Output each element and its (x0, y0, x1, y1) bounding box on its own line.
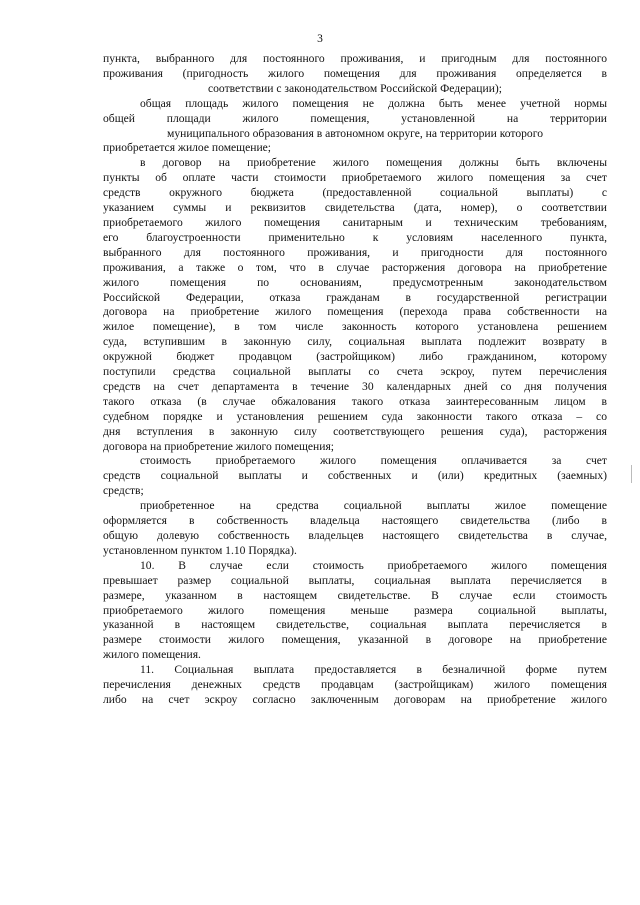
text-line: поступили средства социальной выплаты со счета эскроу, путем перечисления (103, 365, 607, 379)
text-line: средств; (103, 484, 144, 498)
text-line: приобретаемого жилого помещения санитарным и техническим требованиям, (103, 215, 607, 229)
text-line: общая площадь жилого помещения не должна быть менее учетной нормы (140, 96, 607, 110)
text-line: средств окружного бюджета (предоставленной социальной выплаты) с (103, 186, 607, 200)
text-line: установленном пунктом 1.10 Порядка). (103, 543, 297, 557)
text-line: соответствии с законодательством Российской Федерации); (207, 81, 502, 95)
text-line: 11. Социальная выплата предоставляется в безналичной форме путем (140, 663, 607, 677)
scan-artifact (631, 465, 632, 483)
text-line: в договор на приобретение жилого помещения должны быть включены (140, 156, 607, 170)
text-line: проживания, а также о том, что в случае расторжения договора на приобретение (103, 260, 607, 274)
text-line: указанием суммы и реквизитов свидетельства (дата, номер), о соответствии (103, 201, 607, 215)
text-line: оформляется в собственность владельца настоящего свидетельства (либо в (103, 514, 607, 528)
document-body (103, 52, 607, 708)
text-line: муниципального образования в автономном округе, на территории которого (167, 126, 543, 140)
text-line: судебном порядке и установления решением суда законности такого отказа – со (103, 409, 607, 423)
text-line: общей площади жилого помещения, установленной на территории (103, 111, 607, 125)
text-line: пункты об оплате части стоимости приобретаемого жилого помещения за счет (103, 171, 607, 185)
text-line: пункта, выбранного для постоянного проживания, и пригодным для постоянного (103, 52, 607, 65)
text-line: стоимость приобретаемого жилого помещения оплачивается за счет (140, 454, 607, 468)
text-line: его благоустроенности применительно к условиям населенного пункта, (103, 230, 607, 244)
text-line: перечисления денежных средств продавцам (застройщикам) жилого помещения (103, 678, 607, 692)
text-line: проживания (пригодность жилого помещения для проживания определяется в (103, 66, 607, 80)
text-line: приобретается жилое помещение; (103, 141, 272, 155)
text-line: приобретенное на средства социальной выплаты жилое помещение (140, 499, 607, 513)
text-line: договора на приобретение жилого помещения (перехода права собственности на (103, 305, 607, 319)
text-line: такого отказа (в случае обжалования такого отказа заинтересованным лицом в (103, 394, 607, 408)
text-line: выбранного для постоянного проживания, и пригодности для постоянного (103, 245, 607, 259)
text-line: 10. В случае если стоимость приобретаемого жилого помещения (140, 558, 607, 572)
text-line: общую долевую собственность владельцев настоящего свидетельства в случае, (103, 529, 607, 542)
text-line: жилого помещения по основаниям, предусмотренным законодательством (103, 275, 607, 289)
text-line: окружной бюджет продавцом (застройщиком) либо гражданином, которому (103, 350, 607, 364)
text-line: жилое помещение), в том числе законность которого установлена решением (103, 320, 607, 334)
text-line: приобретаемого жилого помещения меньше размера социальной выплаты, (103, 603, 607, 617)
text-line: договора на приобретение жилого помещения; (103, 439, 335, 453)
text-line: размере, указанном в настоящем свидетельстве. В случае если стоимость (103, 588, 607, 602)
text-line: указанной в настоящем свидетельстве, социальная выплата перечисляется в (103, 618, 607, 632)
text-line: дня вступления в законную силу соответствующего решения суда), расторжения (103, 424, 607, 438)
text-line: суда, вступившим в законную силу, социальная выплата подлежит возврату в (103, 335, 607, 349)
text-line: средств социальной выплаты и собственных и (или) кредитных (заемных) (103, 469, 607, 483)
text-line: средств на счет департамента в течение 30 календарных дней со дня получения (103, 379, 607, 393)
text-line: жилого помещения. (103, 648, 201, 662)
text-line: превышает размер социальной выплаты, социальная выплата перечисляется в (103, 573, 607, 587)
text-line: размере стоимости жилого помещения, указанной в договоре на приобретение (103, 633, 607, 647)
page-number: 3 (317, 33, 323, 45)
text-line: либо на счет эскроу согласно заключенным договорам на приобретение жилого (103, 692, 607, 706)
text-line: Российской Федерации, отказа гражданам в государственной регистрации (103, 290, 607, 304)
